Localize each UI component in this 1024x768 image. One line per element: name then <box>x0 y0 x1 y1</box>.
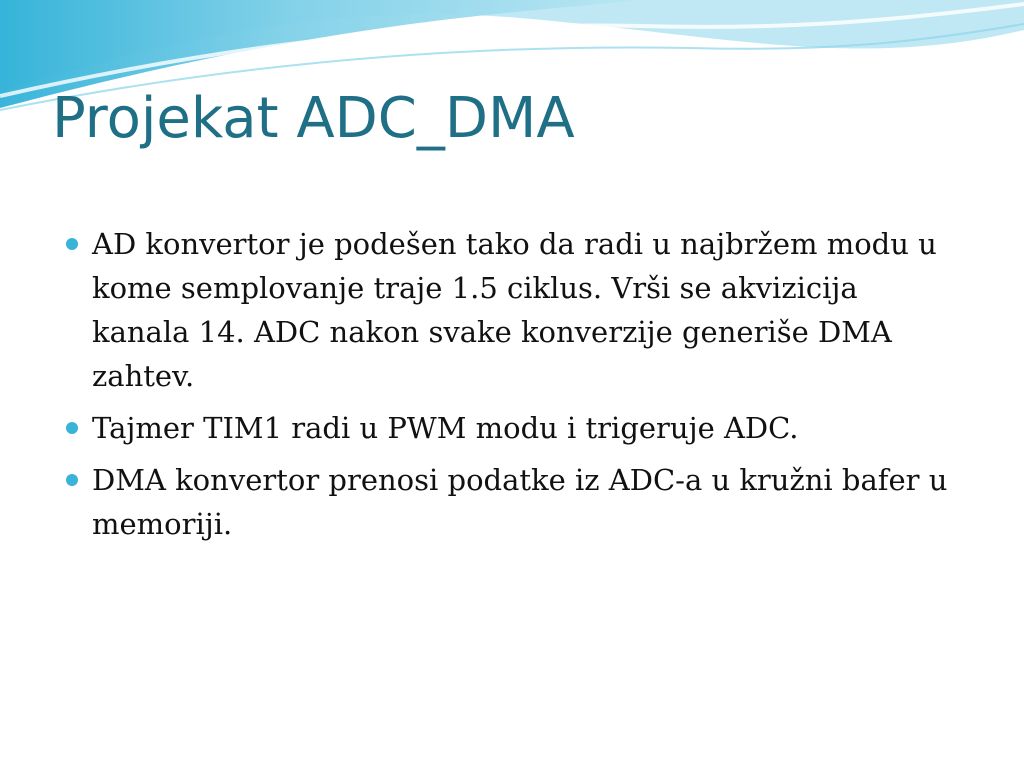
bullet-dot-icon <box>66 474 78 486</box>
bullet-text: AD konvertor je podešen tako da radi u najbržem modu u kome semplovanje traje 1.5 ciklus. Vrši se akvizicija kanala 14. ADC nakon svake konverzije generiše DMA zahtev. <box>92 227 937 393</box>
slide-title: Projekat ADC_DMA <box>52 86 575 151</box>
bullet-text: Tajmer TIM1 radi u PWM modu i trigeruje ADC. <box>92 411 799 445</box>
bullet-text: DMA konvertor prenosi podatke iz ADC-a u kružni bafer u memoriji. <box>92 463 948 541</box>
bullet-item-timer <box>62 406 962 450</box>
bullet-item-dma <box>62 458 962 546</box>
bullet-item-adc <box>62 222 962 398</box>
bullet-dot-icon <box>66 422 78 434</box>
bullet-list <box>62 222 962 554</box>
bullet-dot-icon <box>66 238 78 250</box>
